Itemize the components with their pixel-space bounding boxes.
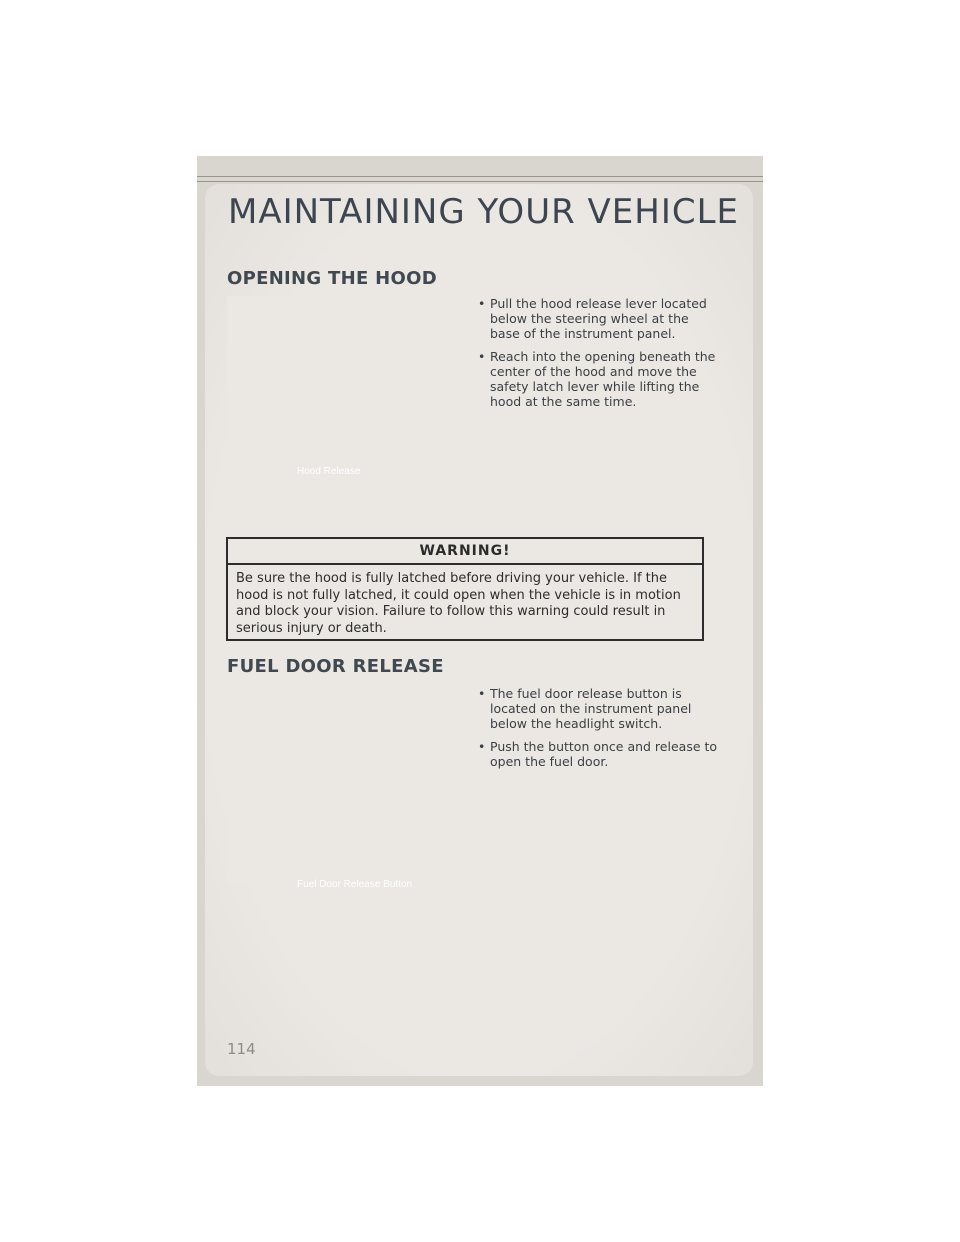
- hood-release-caption: Hood Release: [297, 466, 361, 477]
- list-item: • The fuel door release button is located on the instrument panel below the headlight switch.: [478, 686, 718, 731]
- section-title-opening-hood: OPENING THE HOOD: [227, 268, 437, 289]
- list-item: • Push the button once and release to open the fuel door.: [478, 739, 718, 769]
- warning-text: Be sure the hood is fully latched before driving your vehicle. If the hood is not fully latched, it could open when the vehicle is in motion and block your vision. Failure to follow this warning could result in serious injury or death.: [236, 571, 681, 636]
- top-rule: [197, 181, 763, 182]
- fuel-door-caption: Fuel Door Release Button: [297, 879, 413, 890]
- section-title-fuel-door: FUEL DOOR RELEASE: [227, 656, 444, 677]
- hood-release-photo: [227, 296, 449, 494]
- hood-bullet-list: [478, 296, 718, 417]
- warning-box: [226, 537, 704, 641]
- warning-heading: WARNING!: [228, 539, 702, 565]
- chapter-title: MAINTAINING YOUR VEHICLE: [228, 192, 740, 232]
- top-rule: [197, 176, 763, 177]
- list-item: • Pull the hood release lever located below the steering wheel at the base of the instrument panel.: [478, 296, 718, 341]
- list-item: • Reach into the opening beneath the center of the hood and move the safety latch lever while lifting the hood at the same time.: [478, 349, 718, 409]
- fuel-door-photo: [227, 684, 449, 882]
- page-number: 114: [227, 1040, 256, 1058]
- fuel-door-bullet-list: [478, 686, 718, 777]
